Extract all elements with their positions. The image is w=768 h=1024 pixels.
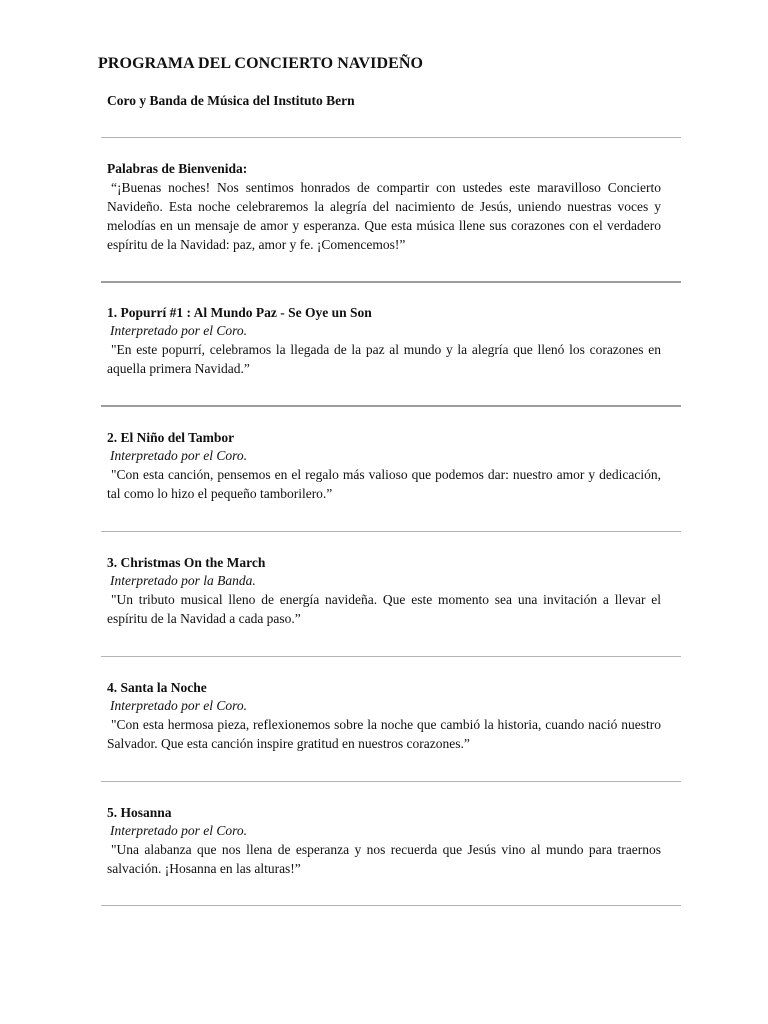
divider [101, 405, 681, 407]
program-item-description: "En este popurrí, celebramos la llegada de la paz al mundo y la alegría que llenó los corazones en aquella primera Navidad.” [107, 342, 661, 376]
divider [101, 531, 681, 532]
program-item [107, 803, 661, 878]
divider [101, 656, 681, 657]
program-item-description: "Un tributo musical lleno de energía navideña. Que este momento sea una invitación a llevar el espíritu de la Navidad a cada paso.” [107, 592, 661, 626]
program-item-title: 3. Christmas On the March [107, 555, 266, 570]
divider [101, 905, 681, 906]
program-item-title: 5. Hosanna [107, 805, 172, 820]
program-item-title: 1. Popurrí #1 : Al Mundo Paz - Se Oye un Son [107, 305, 372, 320]
program-item-title: 2. El Niño del Tambor [107, 430, 235, 445]
program-item-description: "Con esta hermosa pieza, reflexionemos sobre la noche que cambió la historia, cuando nació nuestro Salvador. Que esta canción inspire gratitud en nuestros corazones.” [107, 717, 661, 751]
welcome-section [107, 159, 661, 254]
divider [101, 781, 681, 782]
program-item [107, 678, 661, 753]
program-item-performer: Interpretado por el Coro. [110, 823, 247, 838]
welcome-heading: Palabras de Bienvenida: [107, 161, 248, 176]
program-item-performer: Interpretado por la Banda. [110, 573, 256, 588]
program-item [107, 553, 661, 628]
program-item-performer: Interpretado por el Coro. [110, 323, 247, 338]
program-item-performer: Interpretado por el Coro. [110, 448, 247, 463]
program-item [107, 428, 661, 503]
program-item [107, 303, 661, 378]
divider [101, 137, 681, 138]
page-title: PROGRAMA DEL CONCIERTO NAVIDEÑO [98, 55, 424, 72]
program-item-title: 4. Santa la Noche [107, 680, 207, 695]
divider [101, 281, 681, 283]
program-item-description: "Con esta canción, pensemos en el regalo más valioso que podemos dar: nuestro amor y dedicación, tal como lo hizo el pequeño tamborilero.” [107, 467, 661, 501]
program-item-performer: Interpretado por el Coro. [110, 698, 247, 713]
page-subtitle: Coro y Banda de Música del Instituto Bern [107, 93, 355, 108]
program-item-description: "Una alabanza que nos llena de esperanza y nos recuerda que Jesús vino al mundo para traernos salvación. ¡Hosanna en las alturas!” [107, 842, 661, 876]
welcome-text: “¡Buenas noches! Nos sentimos honrados de compartir con ustedes este maravilloso Concierto Navideño. Esta noche celebraremos la alegría del nacimiento de Jesús, uniendo nuestras voces y melodías en un mensaje de amor y esperanza. Que esta música llene sus corazones con el verdadero espíritu de la Navidad: paz, amor y fe. ¡Comencemos!” [107, 180, 661, 252]
